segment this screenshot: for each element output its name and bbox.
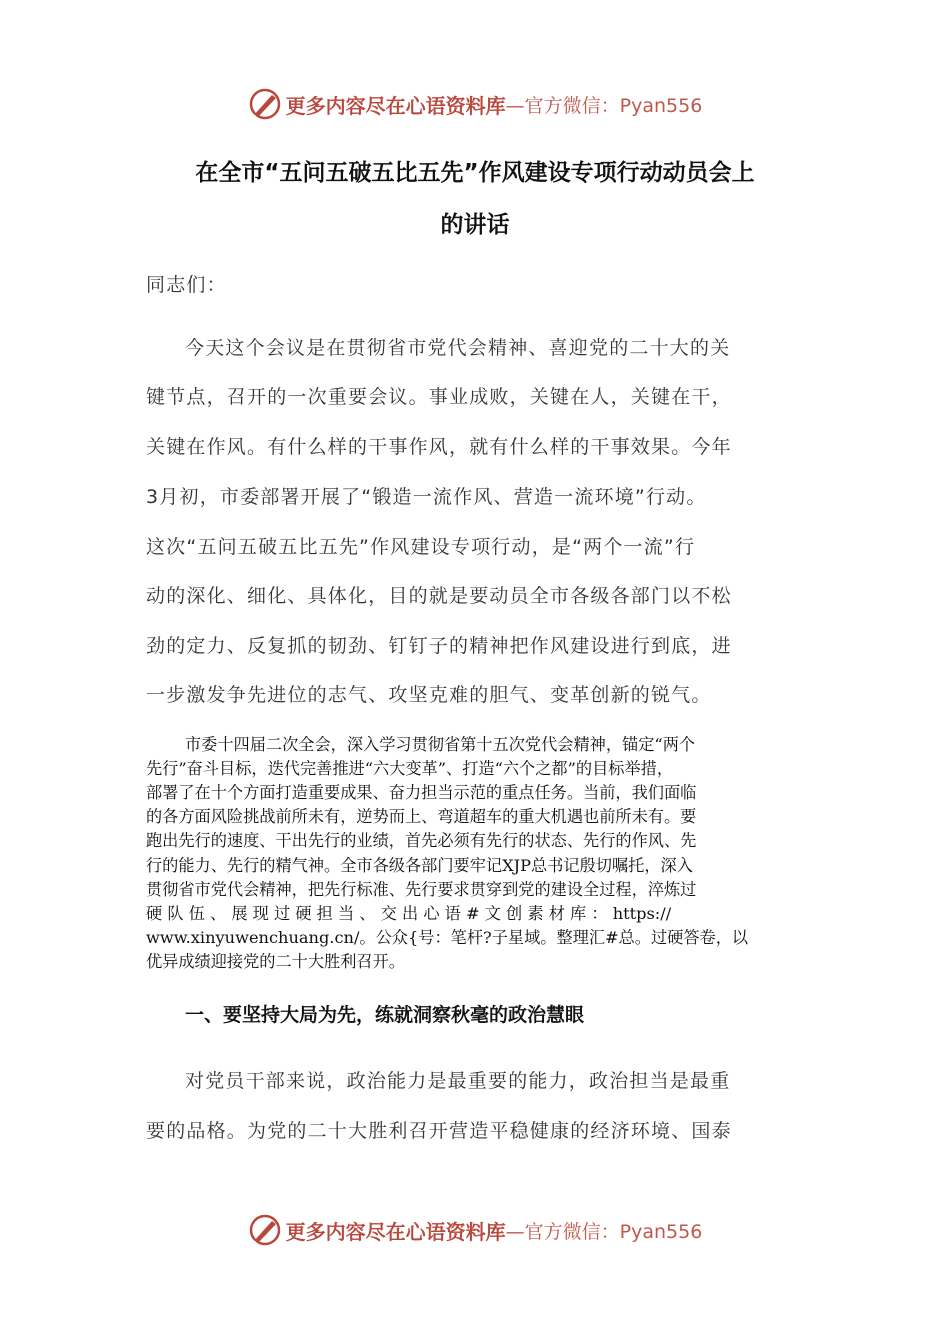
pen-logo-icon <box>248 1213 282 1247</box>
para2-line: 贯彻省市党代会精神，把先行标准、先行要求贯穿到党的建设全过程，淬炼过 <box>146 880 697 899</box>
banner-sub-text: —官方微信：Pyan556 <box>505 1220 703 1243</box>
para1-line: 这次“五问五破五比五先”作风建设专项行动，是“两个一流”行 <box>146 536 696 558</box>
para2-line: 先行”奋斗目标，迭代完善推进“六大变革”、打造“六个之都”的目标举措， <box>146 759 674 778</box>
para3-line: 对党员干部来说，政治能力是最重要的能力，政治担当是最重 <box>185 1070 731 1092</box>
section-heading-1: 一、要坚持大局为先，练就洞察秋毫的政治慧眼 <box>185 1004 585 1026</box>
para2-line: 行的能力、先行的精气神。全市各级各部门要牢记XJP总书记殷切嘱托，深入 <box>146 856 693 875</box>
para2-line: 优异成绩迎接党的二十大胜利召开。 <box>146 952 405 971</box>
banner-main-text: 更多内容尽在心语资料库 <box>285 93 506 118</box>
salutation: 同志们： <box>146 274 227 296</box>
para1-line: 键节点，召开的一次重要会议。事业成败，关键在人，关键在干， <box>146 386 732 408</box>
pen-logo-icon <box>248 87 282 121</box>
para1-line: 动的深化、细化、具体化，目的就是要动员全市各级各部门以不松 <box>146 585 732 607</box>
para2-line: 的各方面风险挑战前所未有，逆势而上、弯道超车的重大机遇也前所未有。要 <box>146 807 697 826</box>
para2-line: 跑出先行的速度、干出先行的业绩，首先必须有先行的状态、先行的作风、先 <box>146 831 697 850</box>
footer-banner <box>0 1210 950 1250</box>
header-banner <box>0 84 950 124</box>
para2-line: 硬 队 伍 、 展 现 过 硬 担 当 、 交 出 心 语 # 文 创 素 材 库 ： https:// <box>146 904 672 923</box>
para3-line: 要的品格。为党的二十大胜利召开营造平稳健康的经济环境、国泰 <box>146 1120 732 1142</box>
para2-line: www.xinyuwenchuang.cn/。公众{号：笔杆?子星域。整理汇#总。过硬答卷，以 <box>146 928 749 947</box>
para1-line: 一步激发争先进位的志气、攻坚克难的胆气、变革创新的锐气。 <box>146 684 712 706</box>
para1-line: 今天这个会议是在贯彻省市党代会精神、喜迎党的二十大的关 <box>185 337 731 359</box>
para1-line: 关键在作风。有什么样的干事作风，就有什么样的干事效果。今年 <box>146 436 732 458</box>
banner-main-text: 更多内容尽在心语资料库 <box>285 1219 506 1244</box>
para2-line: 部署了在十个方面打造重要成果、奋力担当示范的重点任务。当前，我们面临 <box>146 783 697 802</box>
para1-line: 劲的定力、反复抓的韧劲、钉钉子的精神把作风建设进行到底，进 <box>146 635 732 657</box>
doc-title-line1: 在全市“五问五破五比五先”作风建设专项行动动员会上 <box>195 160 755 186</box>
para1-line: 3月初，市委部署开展了“锻造一流作风、营造一流环境”行动。 <box>146 486 707 508</box>
doc-title-line2: 的讲话 <box>440 212 510 238</box>
banner-sub-text: —官方微信：Pyan556 <box>505 94 703 117</box>
para2-line: 市委十四届二次全会，深入学习贯彻省第十五次党代会精神，锚定“两个 <box>185 735 696 754</box>
